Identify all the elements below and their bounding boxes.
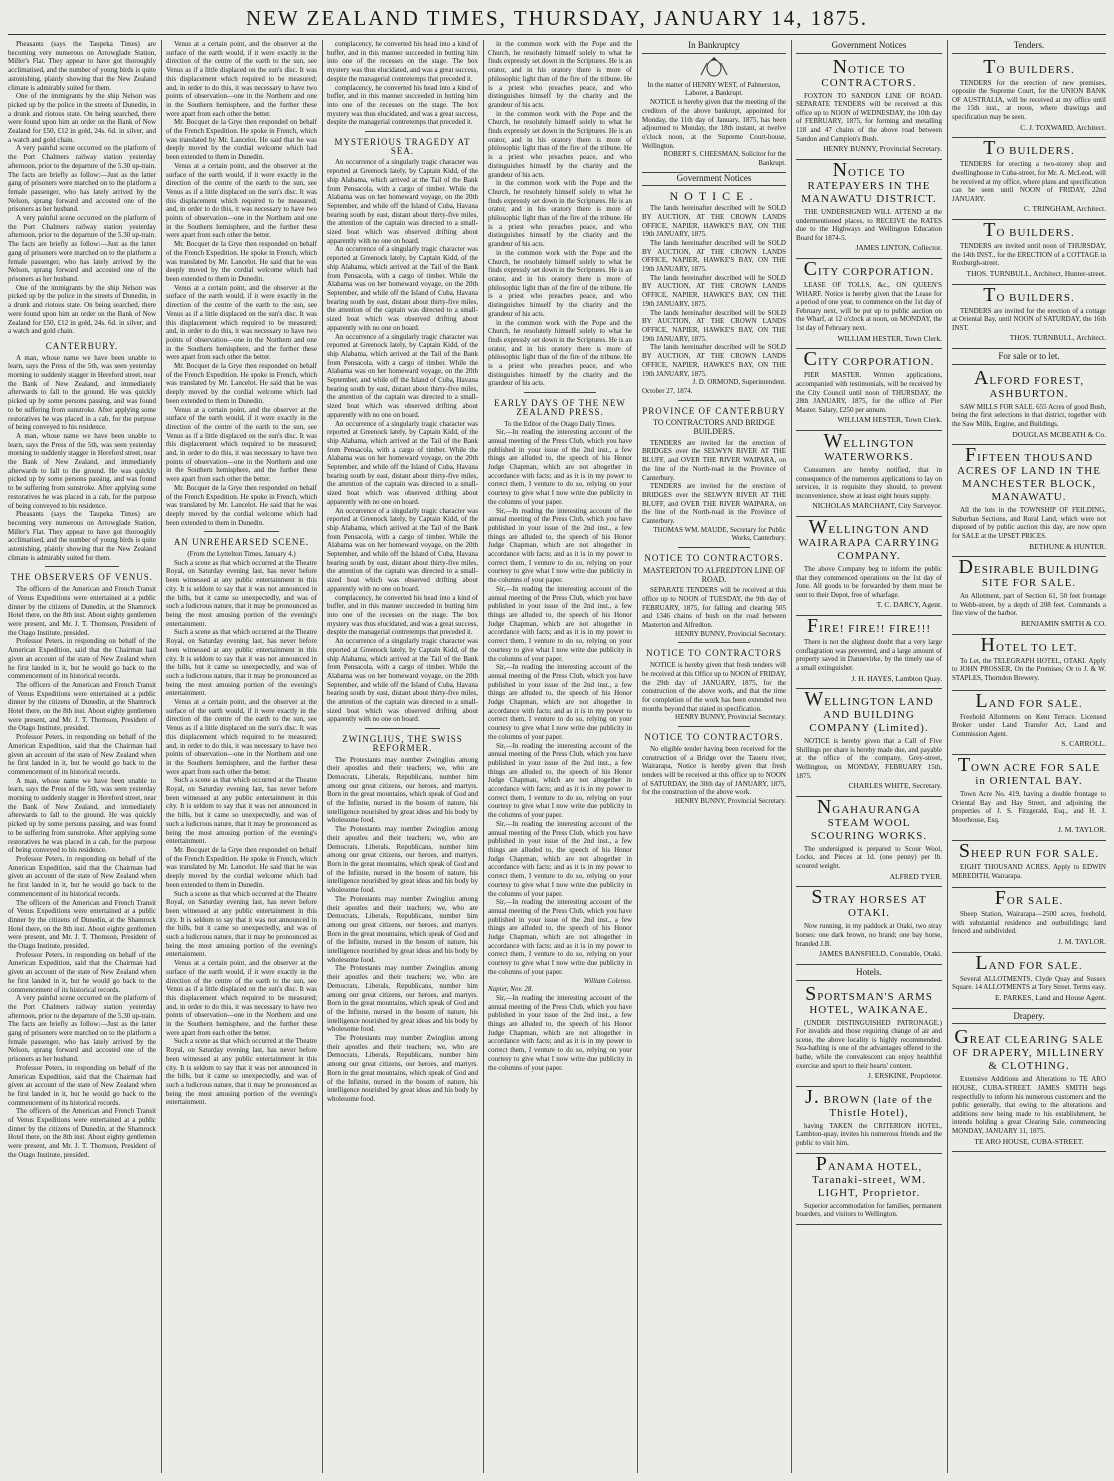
notice-subtitle: MASTERTON TO ALFREDTON LINE OF ROAD.: [642, 565, 786, 584]
advert-title: SPORTSMAN'S ARMS HOTEL, WAIKANAE.: [805, 982, 933, 1016]
news-paragraph: Mr. Bocquet de la Grye then responded on behalf of the French Expedition. He spoke in French, which was translated by Mr. Lancelot. He said that he was deeply moved by the cordial welcome which had been extended to them in Dunedin.: [166, 845, 317, 889]
news-paragraph: The officers of the American and French Transit of Venus Expeditions were entertained at a public dinner by the citizens of Dunedin, at the Shamrock Hotel there, on the 8th inst. About eighty gentlemen were present, and Mr. J. T. Thomson, President of the Otago Institute, presided.: [8, 680, 156, 733]
news-paragraph: The officers of the American and French Transit of Venus Expeditions were entertained at a public dinner by the citizens of Dunedin, at the Shamrock Hotel there, on the 8th inst. About eighty gentlemen were present, and Mr. J. T. Thomson, President of the Otago Institute, presided.: [8, 898, 156, 951]
advert: [796, 1087, 942, 1154]
heading-early-days-press: EARLY DAYS OF THE NEW ZEALAND PRESS.: [494, 398, 626, 417]
column-1: [8, 40, 156, 1473]
advert-body: To Let, the TELEGRAPH HOTEL, OTAKI. Apply to JOHN PROSSER, On the Premises; Or to J. & W. STAPLES, Thorndon Brewery.: [952, 656, 1106, 682]
divider: [678, 726, 750, 727]
advert: [796, 349, 942, 431]
advert: [796, 57, 942, 160]
advert: [796, 160, 942, 259]
news-paragraph: in the common work with the Pope and the Church, he resolutely himself solely to what he finds expressly set down in the Scriptures. He is an orator, and in his oratory there is more of philosophic light than of the fire of the tribune. He is a priest who preaches peace, and who distinguishes himself by the charity and the grandeur of his acts.: [488, 179, 632, 249]
news-paragraph: An occurrence of a singularly tragic character was reported at Greenock lately, by Captain Kidd, of the ship Alabama, which arrived at the Tail of the Bank from Pensacola, with a cargo of timber. While the Alabama was on her homeward voyage, on the 20th September, and while off the Island of Cuba, Havana bearing south by east, distant about thirty-five miles, the attention of the captain was directed to a small-sized boat which was observed drifting about apparently with no one on board.: [327, 158, 478, 245]
news-paragraph: Mr. Bocquet de la Grye then responded on behalf of the French Expedition. He spoke in French, which was translated by Mr. Lancelot. He said that he was deeply moved by the cordial welcome which had been extended to them in Dunedin.: [166, 362, 317, 405]
heading-observers-of-venus: THE OBSERVERS OF VENUS.: [10, 572, 154, 583]
notice-signature: HENRY BUNNY, Provincial Secretary.: [675, 713, 786, 722]
advert-title: ALFORD FOREST, ASHBURTON.: [973, 366, 1085, 400]
advert-signature: NICHOLAS MARCHANT, City Surveyor.: [812, 501, 942, 511]
column-divider: [791, 40, 792, 1473]
news-paragraph: Venus at a certain point, and the observer at the surface of the earth would, if it were exactly in the direction of the centre of the earth to the sun, see Venus as if a little displaced on the sun's disc. It was this displacement which required to be measured; and, in order to do this, it was necessary to have two points of observation—one in the Northern and one in the Southern hemisphere, and the further these were apart from each other the better.: [166, 283, 317, 362]
news-paragraph: An occurrence of a singularly tragic character was reported at Greenock lately, by Captain Kidd, of the ship Alabama, which arrived at the Tail of the Bank from Pensacola, with a cargo of timber. While the Alabama was on her homeward voyage, on the 20th September, and while off the Island of Cuba, Havana bearing south by east, distant about thirty-five miles, the attention of the captain was directed to a small-sized boat which was observed drifting about apparently with no one on board.: [327, 419, 478, 506]
advert-title: TO BUILDERS.: [983, 283, 1075, 306]
notice-body: TENDERS are invited for the erection of BRIDGES over the SELWYN RIVER AT THE BLUFF, and OVER THE RIVER WAIPARA, on the line of the North-road in the Province of Canterbury.: [642, 438, 786, 482]
news-paragraph: Professor Peters, in responding on behalf of the American Expedition, said that the Chairman had given an account of the state of New Zealand when he first landed in it, but he would go back to the commencement of its historical records.: [8, 950, 156, 994]
advert-body: (UNDER DISTINGUISHED PATRONAGE.) For invalids and those requiring change of air and scene, the above locality is highly recommended. Sea-bathing is one of the advantages offered to the bathe, while the convalescent can enjoy healthful exercise and sport to their hearts' content.: [796, 1018, 942, 1070]
notice-signature: ROBERT S. CHEESMAN, Solicitor for the Bankrupt.: [663, 150, 786, 168]
advert-body: THE UNDERSIGNED WILL ATTEND at the undermentioned places, to RECEIVE the RATES due to the Highways and Wellington Education Board for 1874-5.: [796, 207, 942, 242]
column-divider: [947, 40, 948, 1473]
advert: [796, 1154, 942, 1225]
notice-body: The lands hereinafter described will be SOLD BY AUCTION, AT THE CROWN LANDS OFFICE, NAPIER, HAWKE'S BAY, ON THE 19th JANUARY, 1875.: [642, 204, 786, 239]
letter-place-date: Napier, Nov. 28.: [488, 985, 534, 994]
advert-signature: C. J. TOXWARD, Architect.: [1020, 122, 1106, 132]
section-head-for-sale: For sale or to let.: [952, 351, 1106, 365]
advert-signature: J. M. TAYLOR.: [1058, 937, 1106, 947]
advert-body: FOXTON TO SANDON LINE OF ROAD. SEPARATE TENDERS will be received at this office up to NOON of WEDNESDAY, the 10th day of FEBRUARY, 1875, for forming and metalling 118 and 47 chains of the above road between Sandon and Campion's Bush.: [796, 91, 942, 143]
advert-signature: J. H. HAYES, Lambton Quay.: [851, 673, 942, 683]
advert-title: STRAY HORSES AT OTAKI.: [811, 886, 927, 920]
advert: [796, 259, 942, 349]
news-paragraph: The officers of the American and French Transit of Venus Expeditions were entertained at a public dinner by the citizens of Dunedin, at the Shamrock Hotel there, on the 8th inst. About eighty gentlemen were present, and Mr. J. T. Thomson, President of the Otago Institute, presided.: [8, 585, 156, 637]
divider: [678, 547, 750, 548]
news-paragraph: An occurrence of a singularly tragic character was reported at Greenock lately, by Captain Kidd, of the ship Alabama, which arrived at the Tail of the Bank from Pensacola, with a cargo of timber. While the Alabama was on her homeward voyage, on the 20th September, and while off the Island of Cuba, Havana bearing south by east, distant about thirty-five miles, the attention of the captain was directed to a small-sized boat which was observed drifting about apparently with no one on board.: [327, 506, 478, 593]
advert-signature: J. ERSKINE, Proprietor.: [868, 1071, 942, 1081]
notice-body: NOTICE is hereby given that the meeting of the creditors of the above bankrupt, appointed for Monday, the 11th day of January, 1875, has been adjourned to Monday, the 18th instant, at twelve o'clock noon, at the Supreme Court-house, Wellington.: [642, 98, 786, 150]
news-paragraph: complacency, he converted his head into a kind of buffer, and in this manner succeeded in butting him into one of the recesses on the stage. The box mystery was thus elucidated, and was a great success, despite the managerial contretemps that preceded it.: [327, 83, 478, 127]
news-paragraph: Pheasants (says the Taupeka Times) are becoming very numerous on Arrowglade Station, Miller's Flat. They appear to have got thoroughly acclimatised, and the number of young birds is quite astonishing, plainly showing that the New Zealand climate is admirably suited for them.: [8, 40, 156, 92]
advert-signature: WILLIAM HESTER, Town Clerk.: [837, 333, 942, 343]
notice-body: The lands hereinafter described will be SOLD BY AUCTION, AT THE CROWN LANDS OFFICE, NAPIER, HAWKE'S BAY, ON THE 19th JANUARY, 1875.: [642, 273, 786, 308]
news-paragraph: in the common work with the Pope and the Church, he resolutely himself solely to what he finds expressly set down in the Scriptures. He is an orator, and in his oratory there is more of philosophic light than of the fire of the tribune. He is a priest who preaches peace, and who distinguishes himself by the charity and the grandeur of his acts.: [488, 40, 632, 109]
letter-paragraph: Sir,—In reading the interesting account of the annual meeting of the Press Club, which you have published in your issue of the 2nd inst., a few things are alluded to, the speech of his Honor Judge Chapman, which are not altogether in accordance with facts; and as it is in my power to correct them, I venture to do so, relying on your courtesy to give what I now write due publicity in the columns of your paper.: [488, 819, 632, 898]
news-paragraph: An occurrence of a singularly tragic character was reported at Greenock lately, by Captain Kidd, of the ship Alabama, which arrived at the Tail of the Bank from Pensacola, with a cargo of timber. While the Alabama was on her homeward voyage, on the 20th September, and while off the Island of Cuba, Havana bearing south by east, distant about thirty-five miles, the attention of the captain was directed to a small-sized boat which was observed drifting about apparently with no one on board.: [327, 245, 478, 332]
advert-signature: WILLIAM HESTER, Town Clerk.: [837, 415, 942, 425]
advert-title: TO BUILDERS.: [983, 137, 1075, 160]
advert-body: NOTICE is hereby given that a Call of Five Shillings per share is hereby made due, and payable at the office of the company, Grey-street, Wellington, on MONDAY, FEBRUARY 15th, 1875.: [796, 737, 942, 780]
advert-title: HOTEL TO LET.: [980, 633, 1078, 656]
letter-paragraph: Sir,—In reading the interesting account of the annual meeting of the Press Club, which you have published in your issue of the 2nd inst., a few things are alluded to, the speech of his Honor Judge Chapman, which are not altogether in accordance with facts; and as it is in my power to correct them, I venture to do so, relying on your courtesy to give what I now write due publicity in the columns of your paper.: [488, 993, 632, 1072]
news-paragraph: Such a scene as that which occurred at the Theatre Royal, on Saturday evening last, has never before been witnessed at any public entertainment in this city. It is seldom to say that it was not announced in the bills, but it came so unexpectedly, and was of such a ludicrous nature, that it may be pronounced as being the most amusing portion of the evening's entertainment.: [166, 889, 317, 959]
advert-title: PANAMA HOTEL, Taranaki-street, WM. LIGHT, Proprietor.: [811, 1152, 926, 1199]
masthead: NEW ZEALAND TIMES, THURSDAY, JANUARY 14, 1875.: [245, 6, 869, 30]
column-7: [952, 40, 1106, 1473]
advert-title: NOTICE TO CONTRACTORS.: [821, 55, 917, 89]
letter-paragraph: Sir,—In reading the interesting account of the annual meeting of the Press Club, which you have published in your issue of the 2nd inst., a few things are alluded to, the speech of his Honor Judge Chapman, which are not altogether in accordance with facts; and as it is in my power to correct them, I venture to do so, relying on your courtesy to give what I now write due publicity in the columns of your paper.: [488, 506, 632, 585]
advert-signature: HENRY BUNNY, Provincial Secretary.: [823, 144, 942, 154]
news-paragraph: Venus at a certain point, and the observer at the surface of the earth would, if it were exactly in the direction of the centre of the earth to the sun, see Venus as if a little displaced on the sun's disc. It was this displacement which required to be measured; and, in order to do this, it was necessary to have two points of observation—one in the Northern and one in the Southern hemisphere, and the further these were apart from each other the better.: [166, 405, 317, 484]
advert-body: Sheep Station, Wairarapa—2500 acres, freehold, with substantial residence and outbuildings; land fenced and subdivided.: [952, 910, 1106, 936]
section-head-government: Government Notices: [796, 40, 942, 54]
letter-paragraph: Sir,—In reading the interesting account of the annual meeting of the Press Club, which you have published in your issue of the 2nd inst., a few things are alluded to, the speech of his Honor Judge Chapman, which are not altogether in accordance with facts; and as it is in my power to correct them, I venture to do so, relying on your courtesy to give what I now write due publicity in the columns of your paper.: [488, 663, 632, 741]
column-divider: [483, 40, 484, 1473]
news-paragraph: An occurrence of a singularly tragic character was reported at Greenock lately, by Captain Kidd, of the ship Alabama, which arrived at the Tail of the Bank from Pensacola, with a cargo of timber. While the Alabama was on her homeward voyage, on the 20th September, and while off the Island of Cuba, Havana bearing south by east, distant about thirty-five miles, the attention of the captain was directed to a small-sized boat which was observed drifting about apparently with no one on board.: [327, 332, 478, 419]
news-paragraph: The Protestants may number Zwinglius among their apostles and their teachers; we, who are Democrats, Liberals, Republicans, number him among our great citizens, our heroes, and martyrs. Born in the great mountains, which speak of God and of the Infinite, nursed in the bosom of nature, his intelligence nourished by great ideas and his body by wholesome food.: [327, 964, 478, 1034]
advert-signature: C. TRINGHAM, Architect.: [1023, 204, 1106, 214]
section-head-drapery: Drapery.: [952, 1011, 1106, 1025]
advert-signature: S. CARROLL.: [1061, 739, 1106, 749]
masthead-rule: [8, 34, 1106, 35]
advert-signature: JAMES BANSFIELD, Constable, Otaki.: [819, 949, 942, 959]
advert-body: The undersigned is prepared to Scour Wool, Locks, and Pieces at 1d. (one penny) per lb. scoured weight.: [796, 844, 942, 871]
advert: [952, 557, 1106, 634]
section-head-hotels: Hotels.: [796, 967, 942, 981]
column-divider: [637, 40, 638, 1473]
advert: [952, 445, 1106, 557]
news-paragraph: A man, whose name we have been unable to learn, says the Press of the 5th, was seen yesterday morning to suddenly stagger in Hereford street, near the Bank of New Zealand, and immediately afterwards to fall to the ground. He was quickly picked up by some persons passing, and was found to be suffering from sunstroke. After applying some restoratives he was placed in a cab, for the purpose of being conveyed to his residence.: [8, 431, 156, 510]
advert: [952, 220, 1106, 284]
advert-body: Several ALLOTMENTS, Clyde Quay and Sussex Square. 14 ALLOTMENTS at Tory Street. Terms easy.: [952, 974, 1106, 992]
advert-body: Extensive Additions and Alterations to TE ARO HOUSE, CUBA-STREET. JAMES SMITH begs respectfully to inform his numerous customers and the public generally, that owing to the alterations and additions now being made to his establishment, he intends holding a great Clearing Sale, commencing MONDAY, JANUARY 11, 1875.: [952, 1075, 1106, 1135]
advert-signature: ALFRED TYER.: [889, 871, 942, 881]
advert-title: J. BROWN (late of the Thistle Hotel),: [805, 1085, 933, 1119]
advert-title: FIFTEEN THOUSAND ACRES OF LAND IN THE MANCHESTER BLOCK, MANAWATU.: [957, 444, 1101, 504]
section-head-government: Government Notices: [642, 172, 786, 187]
news-paragraph: in the common work with the Pope and the Church, he resolutely himself solely to what he finds expressly set down in the Scriptures. He is an orator, and in his oratory there is more of philosophic light than of the fire of the tribune. He is a priest who preaches peace, and who distinguishes himself by the charity and the grandeur of his acts.: [488, 248, 632, 318]
advert-list: [796, 57, 942, 965]
notice-title: NOTICE.: [669, 189, 759, 204]
heading-canterbury: CANTERBURY.: [45, 340, 119, 351]
advert-body: LEASE OF TOLLS, &c., ON QUEEN'S WHARF. Notice is hereby given that the Lease for a period of one year, to commence on the 1st day of February next, will be put up to public auction on the Wharf, at 12 o'clock at noon, on MONDAY, the 1st day of February next.: [796, 281, 942, 333]
advert-title: WELLINGTON WATERWORKS.: [823, 429, 915, 463]
advert-body: All the lots in the TOWNSHIP OF FEILDING, Suburban Sections, and Rural Land, which were not disposed of by public auction this day, are now open for SALE at the UPSET PRICES.: [952, 506, 1106, 540]
news-paragraph: The Protestants may number Zwinglius among their apostles and their teachers; we, who are Democrats, Liberals, Republicans, number him among our great citizens, our heroes, and martyrs. Born in the great mountains, which speak of God and of the Infinite, nursed in the bosom of nature, his intelligence nourished by great ideas and his body by wholesome food.: [327, 825, 478, 895]
notice-title: PROVINCE OF CANTERBURY: [642, 405, 786, 416]
advert-body: Freehold Allotments on Kent Terrace. Licensed Broker under Land Transfer Act, Land and Commission Agent.: [952, 712, 1106, 738]
news-paragraph: A very painful scene occurred on the platform of the Port Chalmers railway station yesterday afternoon, prior to the departure of the 5.30 up-train. The facts are briefly as follow:—Just as the latter gang of prisoners were marched on to the platform a female passenger, who has lately arrived by the Nelson, sprang forward and accosted one of the prisoners as her husband.: [8, 214, 156, 283]
advert: [952, 888, 1106, 952]
notice-body: TENDERS are invited for the erection of BRIDGES over the SELWYN RIVER AT THE BLUFF, and OVER THE RIVER WAIPARA, on the line of the North-road in the Province of Canterbury.: [642, 482, 786, 526]
advert-body: Town Acre No. 419, having a double frontage to Oriental Bay and Hay Street, and adjoining the properties of J. S. Fitzgerald, Esq., and H. J. Moorhouse, Esq.: [952, 790, 1106, 824]
heading-zwinglius: ZWINGLIUS, THE SWISS REFORMER.: [342, 734, 463, 753]
column-2: [166, 40, 317, 1473]
advert: [952, 285, 1106, 349]
advert-title: FOR SALE.: [994, 887, 1064, 910]
advert-body: having TAKEN the CRITERION HOTEL, Lambton-quay, invites his numerous friends and the public to visit him.: [796, 1121, 942, 1148]
advert: [796, 616, 942, 689]
advert-body: PIER MASTER. Written applications, accompanied with testimonials, will be received by the City Council until noon of THURSDAY, the 28th JANUARY, 1875, for the office of Pier Master. Salary, £250 per annum.: [796, 371, 942, 414]
advert-title: TOWN ACRE FOR SALE in ORIENTAL BAY.: [957, 754, 1101, 788]
divider: [678, 642, 750, 643]
advert-body: TENDERS for erecting a two-storey shop and dwellinghouse in Cuba-street, for Mr. A. McLeod, will be received at my office, where plans and specification can be seen until NOON of FRIDAY, 22nd JANUARY.: [952, 160, 1106, 203]
notice-title: NOTICE TO CONTRACTORS: [645, 648, 782, 659]
news-paragraph: Such a scene as that which occurred at the Theatre Royal, on Saturday evening last, has never before been witnessed at any public entertainment in this city. It is seldom to say that it was not announced in the bills, but it came so unexpectedly, and was of such a ludicrous nature, that it may be pronounced as being the most amusing portion of the evening's entertainment.: [166, 558, 317, 628]
news-paragraph: Such a scene as that which occurred at the Theatre Royal, on Saturday evening last, has never before been witnessed at any public entertainment in this city. It is seldom to say that it was not announced in the bills, but it came so unexpectedly, and was of such a ludicrous nature, that it may be pronounced as being the most amusing portion of the evening's entertainment.: [166, 776, 317, 846]
royal-crest-icon: [699, 57, 729, 79]
advert-signature: DOUGLAS MCBEATH & Co.: [1012, 429, 1106, 439]
advert-title: CITY CORPORATION.: [803, 348, 935, 371]
advert-body: TENDERS are invited for the erection of a cottage at Oriental Bay, until NOON of SATURDAY, the 16th INST.: [952, 306, 1106, 332]
advert-body: An Allotment, part of Section 61, 50 feet frontage to Webb-street, by a depth of 208 feet. Commands a fine view of the harbor.: [952, 592, 1106, 618]
notice-body: SEPARATE TENDERS will be received at this office up to NOON of TUESDAY, the 9th day of FEBRUARY, 1875, for falling and clearing 505 and 1346 chains of bush on the road between Masterton and Alfredton.: [642, 586, 786, 630]
advert-body: Now running, in my paddock at Otaki, two stray horses: one dark brown, no brand; one bay horse, branded J.B.: [796, 922, 942, 948]
advert-signature: BETHUNE & HUNTER.: [1029, 541, 1106, 551]
advert: [952, 57, 1106, 139]
news-paragraph: A very painful scene occurred on the platform of the Port Chalmers railway station yesterday afternoon, prior to the departure of the 5.30 up-train. The facts are briefly as follow:—Just as the latter gang of prisoners were marched on to the platform a female passenger, who has lately arrived by the Nelson, sprang forward and accosted one of the prisoners as her husband.: [8, 994, 156, 1064]
advert: [952, 1027, 1106, 1152]
notice-body: No eligible tender having been received for the construction of a Bridge over the Taueru river, Wairarapa, Notice is hereby given that fresh tenders will be received at this office up to NOON of SATURDAY, the 30th day of JANUARY, 1875, for the construction of the above work.: [642, 744, 786, 797]
advert-body: Consumers are hereby notified, that in consequence of the numerous applications to lay on services, it is requisite they should, to prevent inconvenience, show at least eight hours supply.: [796, 465, 942, 500]
notice-signature: THOMAS WM. MAUDE, Secretary for Public Works, Canterbury.: [653, 525, 786, 543]
news-paragraph: in the common work with the Pope and the Church, he resolutely himself solely to what he finds expressly set down in the Scriptures. He is an orator, and in his oratory there is more of philosophic light than of the fire of the tribune. He is a priest who preaches peace, and who distinguishes himself by the charity and the grandeur of his acts.: [488, 109, 632, 179]
column-4: [488, 40, 632, 1473]
notice-body: The lands hereinafter described will be SOLD BY AUCTION, AT THE CROWN LANDS OFFICE, NAPIER, HAWKE'S BAY, ON THE 19th JANUARY, 1875.: [642, 238, 786, 274]
advert: [796, 517, 942, 616]
advert: [952, 635, 1106, 691]
advert-body: Superior accommodation for families, permanent boarders, and visitors to Wellington.: [796, 1201, 942, 1219]
divider: [204, 531, 280, 532]
article-source: (From the Lyttelton Times, January 4.): [187, 550, 296, 559]
heading-mysterious-tragedy: MYSTERIOUS TRAGEDY AT SEA.: [334, 137, 471, 156]
news-paragraph: The officers of the American and French Transit of Venus Expeditions were entertained at a public dinner by the citizens of Dunedin, at the Shamrock Hotel there, on the 8th inst. About eighty gentlemen were present, and Mr. J. T. Thomson, President of the Otago Institute, presided.: [8, 1107, 156, 1159]
advert-signature: T. C. DARCY, Agent.: [876, 600, 942, 610]
letter-addressee: To the Editor of the Otago Daily Times.: [504, 419, 616, 428]
news-paragraph: Such a scene as that which occurred at the Theatre Royal, on Saturday evening last, has never before been witnessed at any public entertainment in this city. It is seldom to say that it was not announced in the bills, but it came so unexpectedly, and was of such a ludicrous nature, that it may be pronounced as being the most amusing portion of the evening's entertainment.: [166, 628, 317, 698]
advert-signature: BENJAMIN SMITH & CO.: [1020, 619, 1106, 629]
news-paragraph: Mr. Bocquet de la Grye then responded on behalf of the French Expedition. He spoke in French, which was translated by Mr. Lancelot. He said that he was deeply moved by the cordial welcome which had been extended to them in Dunedin.: [166, 240, 317, 283]
divider: [524, 392, 596, 393]
letter-paragraph: Sir,—In reading the interesting account of the annual meeting of the Press Club, which you have published in your issue of the 2nd inst., a few things are alluded to, the speech of his Honor Judge Chapman, which are not altogether in accordance with facts; and as it is in my power to correct them, I venture to do so, relying on your courtesy to give what I now write due publicity in the columns of your paper.: [488, 428, 632, 506]
news-paragraph: Pheasants (says the Taupeka Times) are becoming very numerous on Arrowglade Station, Miller's Flat. They appear to have got thoroughly acclimatised, and the number of young birds is quite astonishing, plainly showing that the New Zealand climate is admirably suited for them.: [8, 510, 156, 562]
notice-signature: HENRY BUNNY, Provincial Secretary.: [675, 629, 786, 638]
news-paragraph: Professor Peters, in responding on behalf of the American Expedition, said that the Chairman had given an account of the state of New Zealand when he first landed in it, but he would go back to the commencement of its historical records.: [8, 637, 156, 681]
news-paragraph: complacency, he converted his head into a kind of buffer, and in this manner succeeded in butting him into one of the recesses on the stage. The box mystery was thus elucidated, and was a great success, despite the managerial contretemps that preceded it.: [327, 40, 478, 83]
advert-signature: E. PARKES, Land and House Agent.: [995, 992, 1106, 1002]
advert-body: TENDERS are invited until noon of THURSDAY, the 14th INST., for the ERECTION of a COTTAGE in Roxburgh-street.: [952, 242, 1106, 268]
advert-signature: TE ARO HOUSE, CUBA-STREET.: [974, 1136, 1084, 1146]
advert-title: LAND FOR SALE.: [975, 689, 1083, 712]
advert-title: TO BUILDERS.: [983, 219, 1075, 242]
section-head-bankruptcy: In Bankruptcy: [642, 40, 786, 54]
advert-title: DESIRABLE BUILDING SITE FOR SALE.: [958, 556, 1100, 590]
section-head-tenders: Tenders.: [952, 40, 1106, 54]
advert: [796, 984, 942, 1087]
advert-list: [952, 57, 1106, 349]
advert: [796, 431, 942, 517]
advert-body: The above Company beg to inform the public that they commenced operations on the 1st day of June. All goods to be forwarded by them must be sent to their Depot, free of wharfage.: [796, 565, 942, 599]
advert-list: [952, 368, 1106, 1009]
news-paragraph: Professor Peters, in responding on behalf of the American Expedition, said that the Chairman had given an account of the state of New Zealand when he first landed in it, but he would go back to the commencement of its historical records.: [8, 1063, 156, 1107]
bankruptcy-matter: In the matter of HENRY WEST, of Palmerston, Laborer, a Bankrupt.: [647, 80, 781, 98]
notice-title: NOTICE TO CONTRACTORS.: [644, 553, 784, 564]
notice-title: NOTICE TO CONTRACTORS.: [644, 732, 784, 743]
advert: [796, 887, 942, 964]
advert-title: LAND FOR SALE.: [975, 951, 1083, 974]
news-paragraph: A man, whose name we have been unable to learn, says the Press of the 5th, was seen yesterday morning to suddenly stagger in Hereford street, near the Bank of New Zealand, and immediately afterwards to fall to the ground. He was quickly picked up by some persons passing, and was found to be suffering from sunstroke. After applying some restoratives he was placed in a cab, for the purpose of being conveyed to his residence.: [8, 776, 156, 855]
letter-paragraph: Sir,—In reading the interesting account of the annual meeting of the Press Club, which you have published in your issue of the 2nd inst., a few things are alluded to, the speech of his Honor Judge Chapman, which are not altogether in accordance with facts; and as it is in my power to correct them, I venture to do so, relying on your courtesy to give what I now write due publicity in the columns of your paper.: [488, 584, 632, 663]
letter-paragraph: Sir,—In reading the interesting account of the annual meeting of the Press Club, which you have published in your issue of the 2nd inst., a few things are alluded to, the speech of his Honor Judge Chapman, which are not altogether in accordance with facts; and as it is in my power to correct them, I venture to do so, relying on your courtesy to give what I now write due publicity in the columns of your paper.: [488, 741, 632, 820]
news-paragraph: in the common work with the Pope and the Church, he resolutely himself solely to what he finds expressly set down in the Scriptures. He is an orator, and in his oratory there is more of philosophic light than of the fire of the tribune. He is a priest who preaches peace, and who distinguishes himself by the charity and the grandeur of his acts.: [488, 318, 632, 388]
news-paragraph: A very painful scene occurred on the platform of the Port Chalmers railway station yesterday afternoon, prior to the departure of the 5.30 up-train. The facts are briefly as follow:—Just as the latter gang of prisoners were marched on to the platform a female passenger, who has lately arrived by the Nelson, sprang forward and accosted one of the prisoners as her husband.: [8, 144, 156, 214]
news-paragraph: Venus at a certain point, and the observer at the surface of the earth would, if it were exactly in the direction of the centre of the earth to the sun, see Venus as if a little displaced on the sun's disc. It was this displacement which required to be measured; and, in order to do this, it was necessary to have two points of observation—one in the Northern and one in the Southern hemisphere, and the further these were apart from each other the better.: [166, 698, 317, 776]
advert-title: FIRE! FIRE!! FIRE!!!: [807, 615, 931, 638]
news-paragraph: A man, whose name we have been unable to learn, says the Press of the 5th, was seen yesterday morning to suddenly stagger in Hereford street, near the Bank of New Zealand, and immediately afterwards to fall to the ground. He was quickly picked up by some persons passing, and was found to be suffering from sunstroke. After applying some restoratives he was placed in a cab, for the purpose of being conveyed to his residence.: [8, 353, 156, 432]
notice-signature: J. D. ORMOND, Superintendent.: [692, 378, 786, 387]
news-paragraph: Professor Peters, in responding on behalf of the American Expedition, said that the Chairman had given an account of the state of New Zealand when he first landed in it, but he would go back to the commencement of its historical records.: [8, 733, 156, 776]
news-paragraph: Professor Peters, in responding on behalf of the American Expedition, said that the Chairman had given an account of the state of New Zealand when he first landed in it, but he would go back to the commencement of its historical records.: [8, 854, 156, 898]
advert-signature: JAMES LINTON, Collector.: [855, 243, 942, 253]
column-divider: [161, 40, 162, 1473]
advert-title: WELLINGTON LAND AND BUILDING COMPANY (Limited).: [804, 688, 934, 735]
column-3: [327, 40, 478, 1473]
news-paragraph: Venus at a certain point, and the observer at the surface of the earth would, if it were exactly in the direction of the centre of the earth to the sun, see Venus as if a little displaced on the sun's disc. It was this displacement which required to be measured; and, in order to do this, it was necessary to have two points of observation—one in the Northern and one in the Southern hemisphere, and the further these were apart from each other the better.: [166, 40, 317, 118]
advert: [952, 953, 1106, 1009]
news-paragraph: Mr. Bocquet de la Grye then responded on behalf of the French Expedition. He spoke in French, which was translated by Mr. Lancelot. He said that he was deeply moved by the cordial welcome which had been extended to them in Dunedin.: [166, 118, 317, 162]
advert: [952, 691, 1106, 755]
advert-body: There is not the slightest doubt that a very large conflagration was prevented, and a large amount of property saved in Dannevirke, by the timely use of a small extinguisher.: [796, 638, 942, 672]
news-paragraph: The Protestants may number Zwinglius among their apostles and their teachers; we, who are Democrats, Liberals, Republicans, number him among our great citizens, our heroes, and martyrs. Born in the great mountains, which speak of God and of the Infinite, nursed in the bosom of nature, his intelligence nourished by great ideas and his body by wholesome food.: [327, 894, 478, 964]
column-5: [642, 40, 786, 1473]
notice-subtitle: TO CONTRACTORS AND BRIDGE BUILDERS.: [653, 418, 775, 437]
notice-body: NOTICE is hereby given that fresh tenders will be received at this Office up to NOON of FRIDAY, the 29th day of JANUARY, 1875, for the construction of the above work, and that the time for completion of the work has been extended two months beyond that stated in specification.: [642, 661, 786, 713]
news-paragraph: One of the immigrants by the ship Nelson was picked up by the police in the streets of Dunedin, in a drunk and riotous state. On being searched, there were found upon him an order on the Bank of New Zealand for £50, £12 in gold, 24s. 6d. in silver, and a watch and gold chain.: [8, 92, 156, 144]
news-paragraph: One of the immigrants by the ship Nelson was picked up by the police in the streets of Dunedin, in a drunk and riotous state. On being searched, there were found upon him an order on the Bank of New Zealand for £50, £12 in gold, 24s. 6d. in silver, and a watch and gold chain.: [8, 283, 156, 336]
advert: [796, 797, 942, 887]
news-paragraph: Mr. Bocquet de la Grye then responded on behalf of the French Expedition. He spoke in French, which was translated by Mr. Lancelot. He said that he was deeply moved by the cordial welcome which had been extended to them in Dunedin.: [166, 483, 317, 527]
notice-signature: HENRY BUNNY, Provincial Secretary.: [675, 797, 786, 806]
news-paragraph: Venus at a certain point, and the observer at the surface of the earth would, if it were exactly in the direction of the centre of the earth to the sun, see Venus as if a little displaced on the sun's disc. It was this displacement which required to be measured; and, in order to do this, it was necessary to have two points of observation—one in the Northern and one in the Southern hemisphere, and the further these were apart from each other the better.: [166, 959, 317, 1037]
divider: [365, 728, 441, 729]
divider: [365, 131, 441, 132]
advert-signature: CHARLES WHITE, Secretary.: [848, 781, 942, 791]
notice-body: The lands hereinafter described will be SOLD BY AUCTION, AT THE CROWN LANDS OFFICE, NAPIER, HAWKE'S BAY, ON THE 19th JANUARY, 1875.: [642, 308, 786, 343]
advert-body: EIGHT THOUSAND ACRES. Apply to EDWIN MEREDITH, Wairarapa.: [952, 863, 1106, 880]
advert: [952, 841, 1106, 888]
advert-signature: J. M. TAYLOR.: [1058, 825, 1106, 835]
advert-signature: THOS. TURNBULL, Architect, Hunter-street.: [966, 268, 1106, 278]
advert: [796, 689, 942, 797]
advert-title: CITY CORPORATION.: [803, 258, 935, 281]
advert-title: NGAHAURANGA STEAM WOOL SCOURING WORKS.: [810, 795, 928, 842]
notice-date: October 27, 1874.: [642, 386, 693, 395]
advert-title: TO BUILDERS.: [983, 55, 1075, 78]
news-paragraph: complacency, he converted his head into a kind of buffer, and in this manner succeeded in butting him into one of the recesses on the stage. The box mystery was thus elucidated, and was a great success, despite the managerial contretemps that preceded it.: [327, 593, 478, 637]
advert-signature: THOS. TURNBULL, Architect.: [1009, 333, 1106, 343]
news-paragraph: The Protestants may number Zwinglius among their apostles and their teachers; we, who are Democrats, Liberals, Republicans, number him among our great citizens, our heroes, and martyrs. Born in the great mountains, which speak of God and of the Infinite, nursed in the bosom of nature, his intelligence nourished by great ideas and his body by wholesome food.: [327, 755, 478, 825]
news-paragraph: An occurrence of a singularly tragic character was reported at Greenock lately, by Captain Kidd, of the ship Alabama, which arrived at the Tail of the Bank from Pensacola, with a cargo of timber. While the Alabama was on her homeward voyage, on the 20th September, and while off the Island of Cuba, Havana bearing south by east, distant about thirty-five miles, the attention of the captain was directed to a small-sized boat which was observed drifting about apparently with no one on board.: [327, 637, 478, 724]
advert-title: SHEEP RUN FOR SALE.: [958, 840, 1100, 863]
advert-title: WELLINGTON AND WAIRARAPA CARRYING COMPANY.: [798, 516, 940, 563]
heading-unrehearsed-scene: AN UNREHEARSED SCENE.: [173, 537, 310, 548]
advert-body: SAW MILLS FOR SALE. 655 Acres of good Bush, being the first selections in that district, together with the Saw Mills, Engine, and Buildings.: [952, 402, 1106, 428]
divider: [678, 400, 750, 401]
news-paragraph: Venus at a certain point, and the observer at the surface of the earth would, if it were exactly in the direction of the centre of the earth to the sun, see Venus as if a little displaced on the sun's disc. It was this displacement which required to be measured; and, in order to do this, it was necessary to have two points of observation—one in the Northern and one in the Southern hemisphere, and the further these were apart from each other the better.: [166, 161, 317, 240]
letter-paragraph: Sir,—In reading the interesting account of the annual meeting of the Press Club, which you have published in your issue of the 2nd inst., a few things are alluded to, the speech of his Honor Judge Chapman, which are not altogether in accordance with facts; and as it is in my power to correct them, I venture to do so, relying on your courtesy to give what I now write due publicity in the columns of your paper.: [488, 898, 632, 976]
notice-body: The lands hereinafter described will be SOLD BY AUCTION, AT THE CROWN LANDS OFFICE, NAPIER, HAWKE'S BAY, ON THE 19th JANUARY, 1875.: [642, 343, 786, 378]
divider: [45, 566, 119, 567]
advert: [952, 138, 1106, 220]
column-6: [796, 40, 942, 1473]
letter-signature: William Colenso.: [583, 976, 632, 985]
advert: [952, 755, 1106, 841]
advert-body: TENDERS for the erection of new premises, opposite the Supreme Court, for the UNION BANK OF AUSTRALIA, will be received at my office until the 15th inst., at noon, where drawings and specification may be seen.: [952, 78, 1106, 122]
column-divider: [322, 40, 323, 1473]
news-paragraph: Such a scene as that which occurred at the Theatre Royal, on Saturday evening last, has never before been witnessed at any public entertainment in this city. It is seldom to say that it was not announced in the bills, but it came so unexpectedly, and was of such a ludicrous nature, that it may be pronounced as being the most amusing portion of the evening's entertainment.: [166, 1037, 317, 1107]
advert-title: NOTICE TO RATEPAYERS IN THE MANAWATU DISTRICT.: [801, 158, 937, 205]
news-paragraph: The Protestants may number Zwinglius among their apostles and their teachers; we, who are Democrats, Liberals, Republicans, number him among our great citizens, our heroes, and martyrs. Born in the great mountains, which speak of God and of the Infinite, nursed in the bosom of nature, his intelligence nourished by great ideas and his body by wholesome food.: [327, 1034, 478, 1103]
advert: [952, 368, 1106, 445]
advert-title: GREAT CLEARING SALE OF DRAPERY, MILLINERY & CLOTHING.: [952, 1026, 1106, 1073]
